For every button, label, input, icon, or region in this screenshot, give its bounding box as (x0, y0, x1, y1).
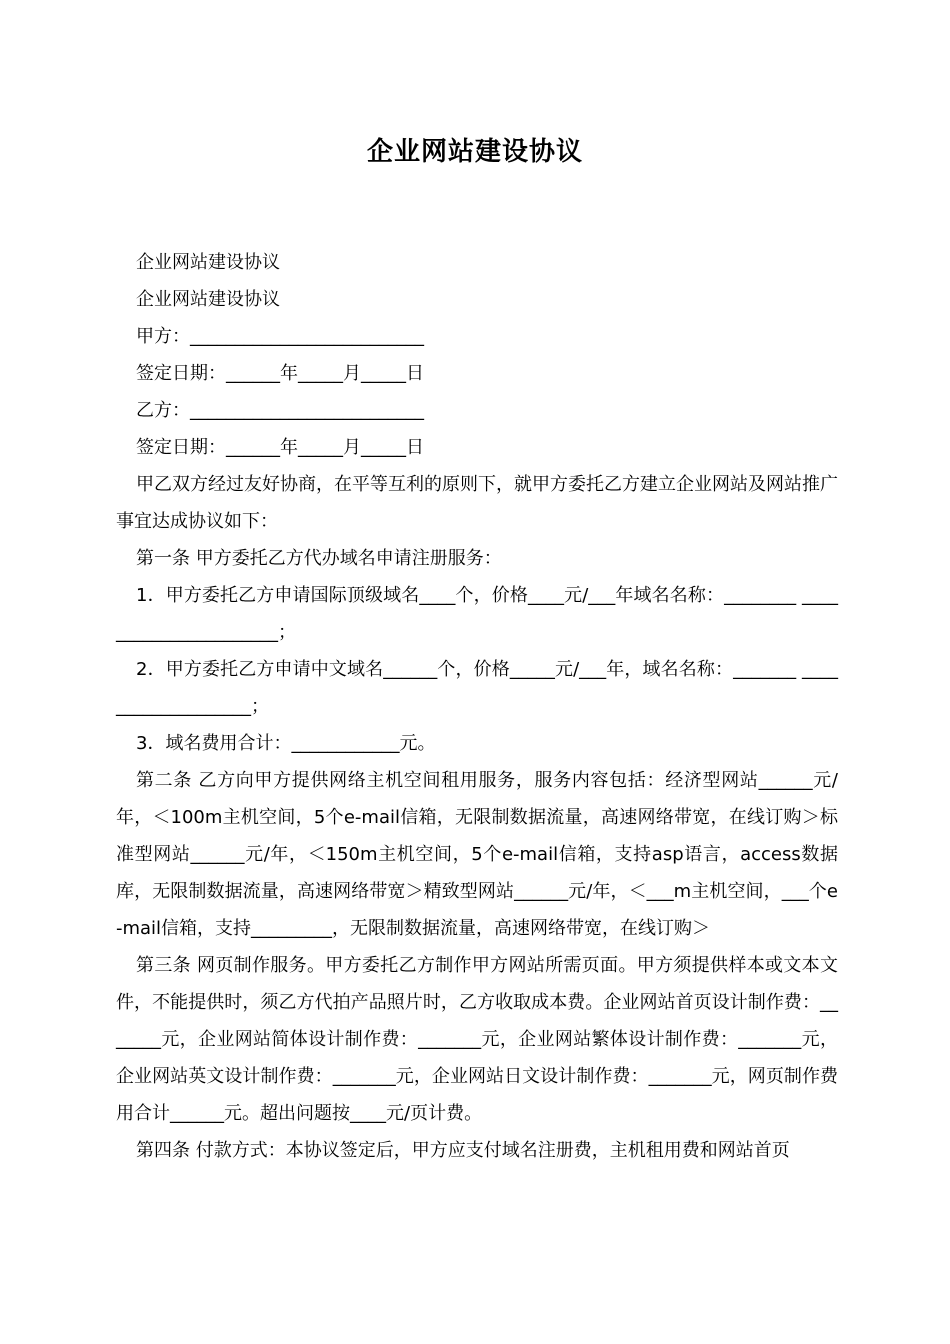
party-b-sign-date: 签定日期：______年_____月_____日 (136, 437, 424, 458)
article-1-item-3: 3．域名费用合计：____________元。 (136, 733, 436, 754)
party-b-line: 乙方：__________________________ (136, 400, 424, 421)
party-a-sign-date: 签定日期：______年_____月_____日 (136, 363, 424, 384)
document-title: 企业网站建设协议 (366, 137, 583, 167)
paragraph-heading-2: 企业网站建设协议 (136, 289, 280, 310)
article-4-paragraph: 第四条 付款方式：本协议签定后，甲方应支付域名注册费，主机租用费和网站首页 (136, 1140, 790, 1161)
article-3-paragraph: 第三条 网页制作服务。甲方委托乙方制作甲方网站所需页面。甲方须提供样本或文本文件，不能提供时，须乙方代拍产品照片时，乙方收取成本费。企业网站首页设计制作费：_______元，企业网站简体设计制作费：_______元，企业网站繁体设计制作费：_______元，企业网站英文设计制作费：_______元，企业网站日文设计制作费：_______元，网页制作费用合计______元。超出问题按____元/页计费。 (116, 955, 838, 1124)
preamble-paragraph: 甲乙双方经过友好协商，在平等互利的原则下，就甲方委托乙方建立企业网站及网站推广事宜达成协议如下： (116, 474, 838, 532)
paragraph-heading-1: 企业网站建设协议 (136, 252, 280, 273)
document-body (116, 244, 838, 1169)
article-1-heading: 第一条 甲方委托乙方代办域名申请注册服务： (136, 548, 502, 569)
article-1-item-2: 2．甲方委托乙方申请中文域名______个，价格_____元/___年，域名名称：_______ ___________________； (116, 659, 838, 717)
article-1-item-1: 1．甲方委托乙方申请国际顶级域名____个，价格____元/___年域名名称：________ ______________________； (116, 585, 838, 643)
article-2-paragraph: 第二条 乙方向甲方提供网络主机空间租用服务，服务内容包括：经济型网站______元/年，＜100m主机空间，5个e-mail信箱，无限制数据流量，高速网络带宽，在线订购＞标准型网站______元/年，＜150m主机空间，5个e-mail信箱，支持asp语言，access数据库，无限制数据流量，高速网络带宽＞精致型网站______元/年，＜___m主机空间，___个e-mail信箱，支持_________，无限制数据流量，高速网络带宽，在线订购＞ (116, 770, 838, 939)
party-a-line: 甲方：__________________________ (136, 326, 424, 347)
